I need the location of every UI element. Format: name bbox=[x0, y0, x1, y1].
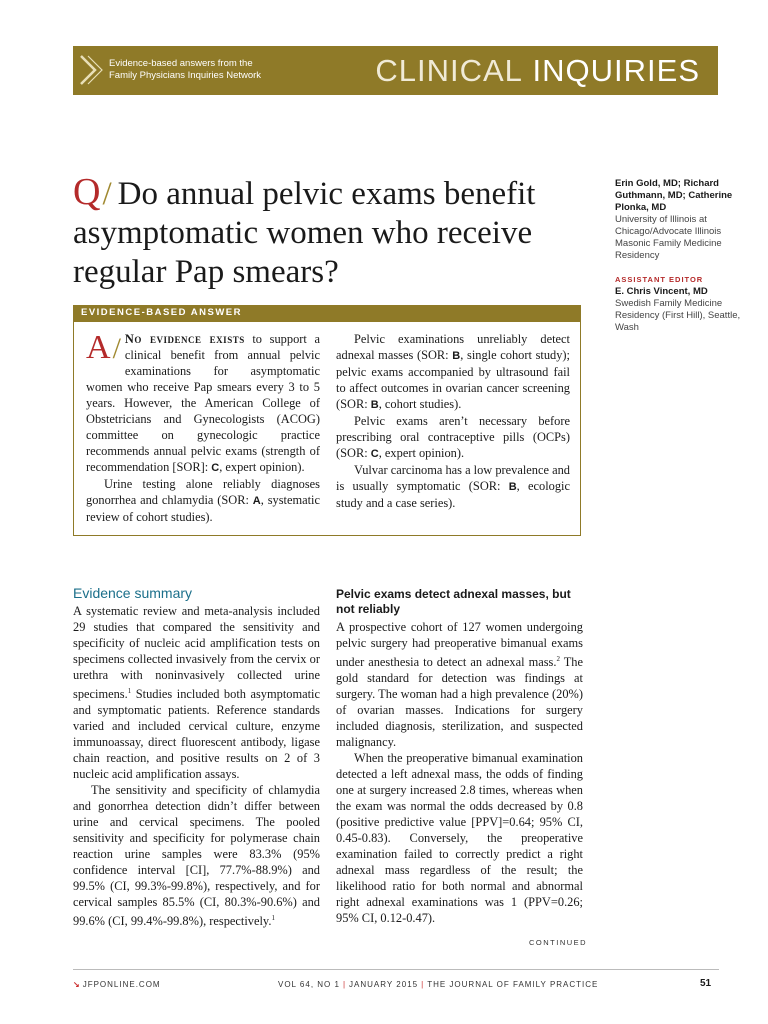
eba-p3-text: Pelvic examinations unreliably detect adnexal masses (SOR: bbox=[336, 332, 570, 362]
clinical-inquiries-banner bbox=[73, 46, 718, 95]
eba-paragraph bbox=[336, 413, 570, 462]
evidence-summary-column bbox=[73, 603, 320, 929]
question-marker: Q bbox=[73, 171, 101, 213]
sor-grade: B bbox=[370, 399, 379, 411]
eba-p4-text: Pelvic exams aren’t necessary before prescribing oral contraceptive pills (OCPs) (SOR: bbox=[336, 414, 570, 460]
reference-marker: 1 bbox=[127, 687, 132, 695]
author-sidebar bbox=[615, 178, 750, 334]
answer-marker bbox=[86, 329, 121, 366]
section-title-part1: CLINICAL bbox=[375, 53, 523, 88]
eba-p4-end: , expert opinion). bbox=[378, 446, 465, 460]
eba-p3-mid: , single cohort study); pelvic exams accompanied by ultrasound fail to affect outcomes in ovarian cancer screening (SOR: bbox=[336, 348, 570, 411]
footer-date: JANUARY 2015 bbox=[349, 980, 419, 989]
footer-divider bbox=[73, 969, 719, 970]
page-number: 51 bbox=[700, 978, 712, 989]
sor-grade: B bbox=[452, 350, 461, 362]
eba-p2-end: , systematic review of cohort studies). bbox=[86, 493, 320, 524]
network-line-1: Evidence-based answers from the bbox=[109, 58, 253, 69]
eba-p5-text: Vulvar carcinoma has a low prevalence and is usually symptomatic (SOR: bbox=[336, 463, 570, 493]
footer-site-text: JFPONLINE.COM bbox=[82, 980, 161, 989]
eba-header: EVIDENCE-BASED ANSWER bbox=[81, 307, 242, 318]
eba-paragraph bbox=[86, 331, 320, 476]
pipe-divider: | bbox=[421, 980, 425, 989]
assistant-editor-label: ASSISTANT EDITOR bbox=[615, 275, 704, 284]
eba-p3-end: , cohort studies). bbox=[378, 397, 462, 411]
answer-letter: A bbox=[86, 329, 111, 366]
network-tagline bbox=[109, 58, 349, 81]
eba-paragraph bbox=[336, 331, 570, 413]
pelvic-section-column bbox=[336, 619, 583, 926]
eba-paragraph bbox=[86, 476, 320, 525]
es-p1-rest: Studies included both asymptomatic and symptomatic patients. Reference standards varied and included cervical culture, enzyme immunoassay, direct fluorescent antibody, ligase chain reaction, and positive results on 2 of 3 nucleic acid amplification assays. bbox=[73, 687, 320, 782]
footer-volume: VOL 64, NO 1 bbox=[278, 980, 340, 989]
eba-paragraph bbox=[336, 462, 570, 511]
eba-p5-end: , ecologic study and a case series). bbox=[336, 479, 570, 510]
reference-marker: 2 bbox=[556, 655, 560, 663]
body-paragraph bbox=[73, 603, 320, 782]
eba-right-column bbox=[336, 331, 570, 511]
body-paragraph bbox=[336, 619, 583, 750]
body-paragraph bbox=[336, 750, 583, 926]
network-line-2: Family Physicians Inquiries Network bbox=[109, 69, 262, 81]
assistant-editor-affiliation: Swedish Family Medicine Residency (First Hill), Seattle, Wash bbox=[615, 298, 741, 333]
author-affiliation: University of Illinois at Chicago/Advocate Illinois Masonic Family Medicine Residency bbox=[615, 214, 722, 261]
author-names: Erin Gold, MD; Richard Guthmann, MD; Catherine Plonka, MD bbox=[615, 178, 733, 213]
es-p2: The sensitivity and specificity of chlamydia and gonorrhea detection didn’t differ between urine and cervical specimens. The pooled sensitivity and specificity for polymerase chain reaction urine samples were 83.3% (95% confidence interval [CI], 77.7%-88.9%) and 99.5% (CI, 99.3%-99.8%), respectively, and for cervical samples 85.5% (CI, 80.3%-90.6%) and 99.6% (CI, 99.4%-99.8%), respectively. bbox=[73, 783, 320, 929]
eba-p1-end: , expert opinion). bbox=[219, 460, 305, 474]
eba-p2-text: Urine testing alone reliably diagnoses gonorrhea and chlamydia (SOR: bbox=[86, 477, 320, 507]
sor-grade: A bbox=[252, 495, 261, 507]
es-p1: A systematic review and meta-analysis included 29 studies that compared the sensitivity and specificity of nucleic acid amplification tests on specimens collected invasively from the cervix or urethra with noninvasively collected urine specimens. bbox=[73, 604, 320, 702]
evidence-summary-heading: Evidence summary bbox=[73, 585, 193, 601]
sor-grade: B bbox=[508, 481, 517, 493]
arrow-icon: ↘ bbox=[73, 980, 81, 989]
eba-left-column bbox=[86, 331, 320, 525]
ps-p2: When the preoperative bimanual examination detected a left adnexal mass, the odds of finding one at surgery increased 2.8 times, whereas when the exam was normal the odds decreased by 0.8 (positive predictive value [PPV]=0.64; 95% CI, 0.45-0.83). Conversely, the preoperative examination failed to correctly predict a right adnexal mass regardless of the result; the likelihood ratio for both normal and abnormal right adnexal examinations was 1 (PPV=0.26; 95% CI, 0.12-0.47). bbox=[336, 751, 583, 926]
ps-p1-rest: The gold standard for detection was findings at surgery. The woman had a high prevalence (20%) of ovarian masses. Indications for surgery included diagnosis, sterilization, and suspected malignancy. bbox=[336, 655, 583, 750]
footer-citation bbox=[278, 980, 598, 989]
footer-journal: THE JOURNAL OF FAMILY PRACTICE bbox=[427, 980, 599, 989]
slash-divider: / bbox=[112, 332, 121, 365]
slash-divider: / bbox=[102, 176, 112, 212]
ps-p1: A prospective cohort of 127 women undergoing pelvic surgery had preoperative bimanual exams under anesthesia to detect an adnexal mass. bbox=[336, 620, 583, 670]
question-text: Do annual pelvic exams benefit asymptomatic women who receive regular Pap smears? bbox=[73, 176, 536, 290]
reference-marker: 1 bbox=[271, 914, 275, 923]
footer-site[interactable] bbox=[73, 980, 161, 989]
eba-p1-text: to support a clinical benefit from annual pelvic examinations for asymptomatic women who receive Pap smears every 3 to 5 years. However, the American College of Obstetricians and Gynecologists (ACOG) committee on gynecologic practice recommends annual pelvic exams (strength of recommendation [SOR]: bbox=[86, 332, 320, 474]
pelvic-section-heading: Pelvic exams detect adnexal masses, but not reliably bbox=[336, 587, 571, 616]
pipe-divider: | bbox=[342, 980, 347, 989]
eba-header-bar bbox=[73, 305, 581, 322]
assistant-editor-name: E. Chris Vincent, MD bbox=[615, 286, 708, 297]
body-paragraph bbox=[73, 782, 320, 929]
article-question bbox=[73, 173, 593, 292]
eba-lead: No evidence exists bbox=[124, 332, 245, 346]
section-title bbox=[375, 52, 700, 90]
chevron-logo-icon bbox=[77, 52, 103, 88]
section-title-part2: INQUIRIES bbox=[532, 53, 700, 88]
sor-grade: C bbox=[370, 448, 379, 460]
continued-label: CONTINUED bbox=[529, 938, 588, 947]
sor-grade: C bbox=[211, 462, 220, 474]
